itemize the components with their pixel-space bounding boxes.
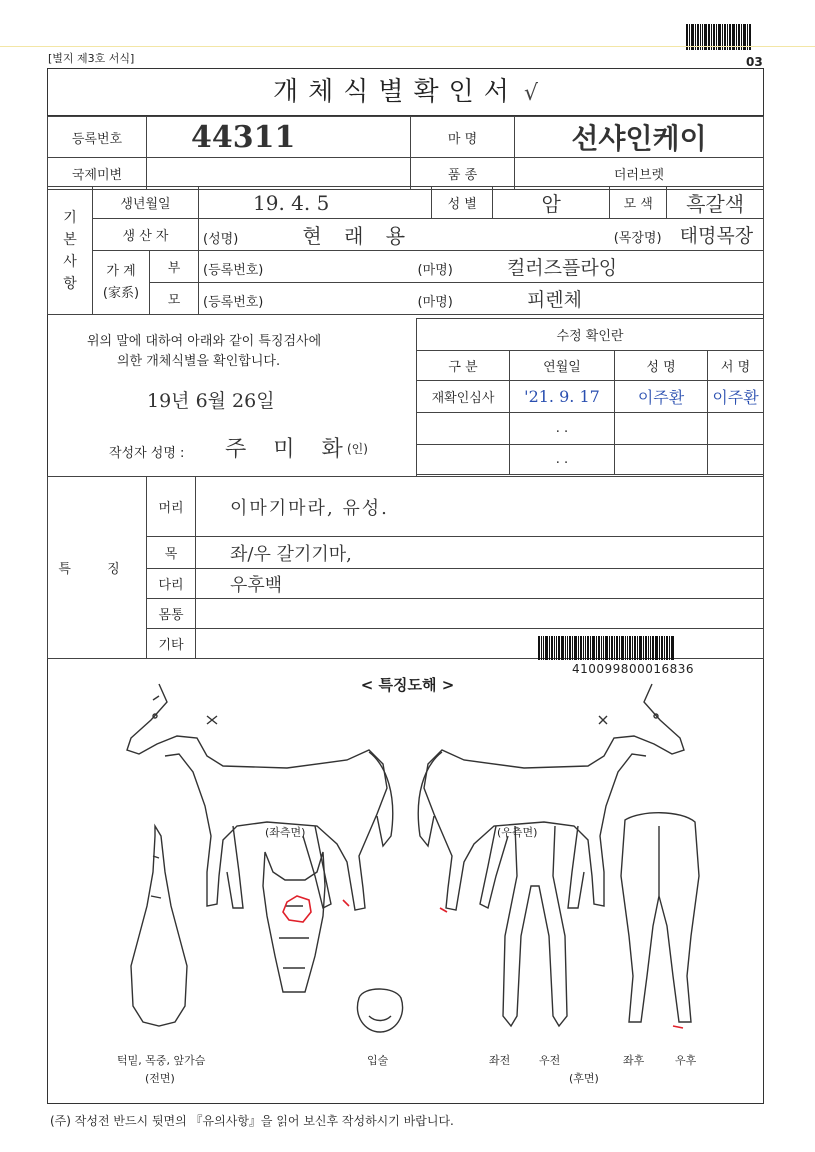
footer-note: (주) 작성전 반드시 뒷면의 『유의사항』을 읽어 보신후 작성하시기 바랍니다. [50,1114,454,1128]
dam-name-label: (마명) [417,295,453,310]
hind-sock-mark [673,1026,683,1028]
yellow-rule [0,46,815,47]
birth-label: 생년월일 [93,187,199,219]
breeder-name-cell [199,219,610,251]
neck-label: 목 [147,537,196,569]
row3-name [615,445,708,475]
sire-cell [199,251,764,283]
col-sign: 서 명 [708,351,764,381]
horse-diagram [47,676,764,1104]
other-label: 기타 [147,629,196,659]
writer-signature: 주 미 화 [225,437,353,462]
check-mark: √ [523,81,538,106]
sire-name-value: 컬러즈플라잉 [506,257,618,279]
row1-sign: 이주환 [708,381,764,413]
neck-value: 좌/우 갈기기마, [196,537,764,569]
breed-label: 품 종 [411,158,515,190]
legs-label: 다리 [147,569,196,599]
right-hind-caption: 우후 [675,1054,697,1067]
front-caption-1: 턱밑, 목중, 앞가슴 [117,1054,206,1067]
dam-cell [199,283,764,315]
col-name: 성 명 [615,351,708,381]
breeder-name-label: (성명) [203,232,239,247]
row2-sign [708,413,764,445]
dam-name-value: 피렌체 [526,289,582,311]
col-type: 구 분 [417,351,510,381]
row3-type [417,445,510,475]
left-side-caption: (좌측면) [265,826,306,839]
head-label: 머리 [147,477,196,537]
dam-regno-label: (등록번호) [203,295,264,310]
color-value: 흑갈색 [667,187,764,219]
page-number: 03 [746,55,763,69]
confirm-block [47,318,417,476]
diagram-title: < 특징도해 > [360,676,455,694]
front-caption-2: (전면) [145,1072,175,1085]
legs-value: 우후백 [196,569,764,599]
features-table [47,476,764,659]
head-mark-red [283,896,311,922]
muzzle-caption: 입술 [367,1054,389,1067]
features-section-label: 특 징 [48,477,147,659]
body-label: 몸통 [147,599,196,629]
ranch-value: 태명목장 [679,225,754,247]
sire-name-label: (마명) [417,263,453,278]
right-side-horse [418,684,684,910]
reg-no-value: 44311 [147,117,411,158]
breeder-name-value: 현 래 용 [302,224,414,248]
horse-name-value: 선샤인케이 [515,117,764,158]
ranch-cell [610,219,764,251]
writer-label: 작성자 성명 : [109,446,185,461]
registration-table [47,116,764,190]
statement-line-1: 위의 말에 대하여 아래와 같이 특징검사에 [87,334,322,349]
body-value [196,599,764,629]
right-side-caption: (우측면) [497,826,538,839]
breed-value: 더러브렛 [515,158,764,190]
revision-title: 수정 확인란 [417,319,764,351]
intl-label: 국제미변 [48,158,147,190]
col-date: 연월일 [510,351,615,381]
birth-value: 19. 4. 5 [199,187,432,219]
statement-line-2: 의한 개체식별을 확인합니다. [117,354,281,369]
color-label: 모 색 [610,187,667,219]
rear-view [621,813,699,1022]
sex-label: 성 별 [432,187,493,219]
basic-info-table [47,186,764,315]
sire-regno-label: (등록번호) [203,263,264,278]
basic-section-label: 기 본 사 항 [48,187,93,315]
document-title [47,68,764,116]
row2-name [615,413,708,445]
writer-seal: (인) [347,442,368,456]
sire-label: 부 [150,251,199,283]
front-neck-view [131,826,187,1026]
barcode-number: 410099800016836 [572,662,695,676]
horse-name-label: 마 명 [411,117,515,158]
rear-caption: (후면) [569,1072,599,1085]
intl-value [147,158,411,190]
row2-date: . . [510,413,615,445]
breeder-label: 생 산 자 [93,219,199,251]
left-fore-caption: 좌전 [489,1054,511,1067]
row3-sign [708,445,764,475]
revision-table [416,318,764,475]
row2-type [417,413,510,445]
document-title-text: 개체식별확인서 [273,77,519,107]
sex-value: 암 [493,187,610,219]
front-head-view [263,852,325,992]
sticker-barcode [538,636,734,660]
front-legs-view [503,826,567,1026]
left-hind-mark [343,900,349,906]
row1-name: 이주환 [615,381,708,413]
dam-label: 모 [150,283,199,315]
right-fore-caption: 우전 [539,1054,561,1067]
row1-date: '21. 9. 17 [510,381,615,413]
row1-type: 재확인심사 [417,381,510,413]
ranch-label: (목장명) [613,231,662,246]
form-ref: [별지 제3호 서식] [48,52,135,65]
left-side-horse [127,684,393,910]
lineage-label: 가 계 (家系) [93,251,150,315]
confirm-date: 19년 6월 26일 [147,390,275,412]
row3-date: . . [510,445,615,475]
left-hind-caption: 좌후 [623,1054,645,1067]
head-value: 이마기마라, 유성. [196,477,764,537]
muzzle-view [357,989,402,1032]
reg-no-label: 등록번호 [48,117,147,158]
